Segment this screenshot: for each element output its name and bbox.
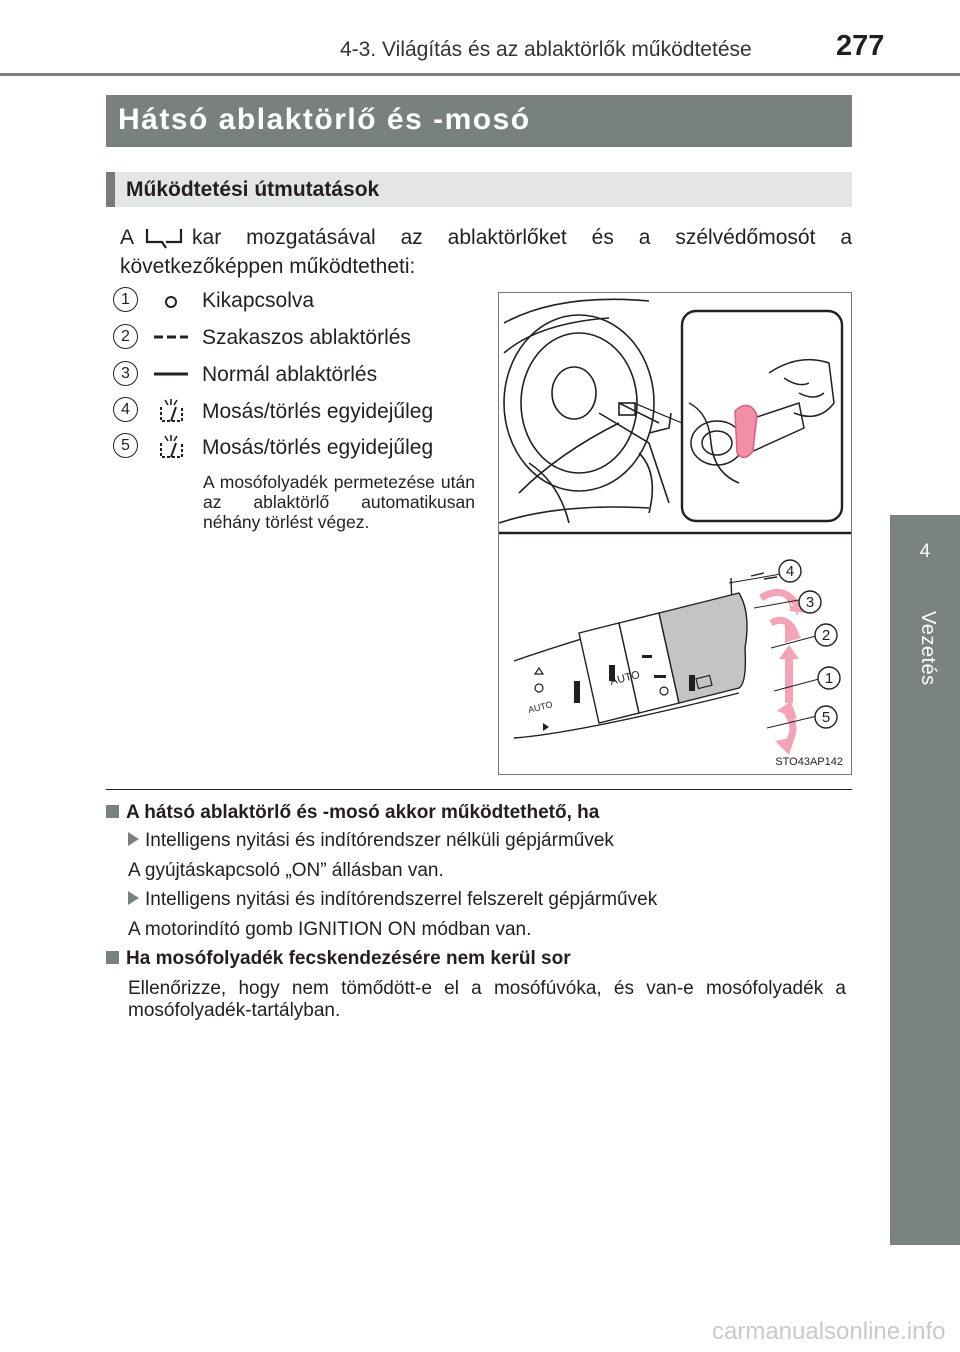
page-number: 277 (836, 30, 885, 62)
figure-drawing (499, 293, 851, 774)
page-title-bar (106, 95, 852, 147)
figure-auto-label-left: AUTO (527, 699, 554, 715)
section-text-2: Ellenőrizze, hogy nem tömődött-e el a mosófúvóka, és van-e mosófolyadék a mosófolyadék-tartályban. (128, 978, 846, 1021)
intro-paragraph (120, 223, 852, 281)
solid-line-icon (153, 367, 189, 381)
item-label-3: Normál ablaktörlés (202, 363, 378, 386)
intro-before: A (120, 226, 135, 249)
figure-callout-4: 4 (785, 563, 795, 580)
figure-callout-5: 5 (821, 709, 831, 726)
figure-code: STO43AP142 (775, 756, 843, 768)
wiper-lever-icon (144, 226, 184, 250)
bullet-item-1: Intelligens nyitási és indítórendszer nélküli gépjárművek (128, 830, 614, 852)
subsection-stripe (106, 172, 115, 207)
bullet-text-1: A gyújtáskapcsoló „ON” állásban van. (128, 860, 444, 881)
square-bullet-icon (106, 805, 119, 818)
header-section-title: 4-3. Világítás és az ablaktörlők működtetése (340, 38, 752, 61)
watermark: carmanualsonline.info (712, 1318, 946, 1345)
square-bullet-icon (106, 951, 119, 964)
wiper-lever-figure (498, 292, 852, 775)
item-number-3: 3 (113, 361, 138, 386)
item-number-1: 1 (113, 287, 138, 312)
triangle-bullet-icon (128, 891, 139, 905)
figure-callout-2: 2 (821, 627, 831, 644)
item-label-1: Kikapcsolva (202, 289, 315, 312)
dashed-line-icon (153, 330, 189, 344)
rear-washer-icon (156, 433, 186, 459)
item-label-5: Mosás/törlés egyidejűleg (202, 436, 434, 459)
subsection-title: Működtetési útmutatások (126, 178, 380, 201)
section-heading-2: Ha mosófolyadék fecskendezésére nem kerül sor (106, 948, 571, 970)
item-number-5: 5 (113, 433, 138, 458)
circle-icon (162, 293, 180, 311)
figure-auto-label: AUTO (608, 668, 642, 688)
wash-note: A mosófolyadék permetezése után az ablaktörlő automatikusan néhány törlést végez. (203, 472, 475, 532)
header-rule (0, 73, 960, 76)
rear-washer-icon (156, 397, 186, 423)
chapter-label: Vezetés (917, 611, 939, 686)
figure-callout-1: 1 (824, 670, 834, 687)
chapter-tab[interactable] (890, 515, 960, 1245)
page-title: Hátsó ablaktörlő és -mosó (118, 103, 531, 136)
subsection-bar (106, 172, 852, 207)
item-label-2: Szakaszos ablaktörlés (202, 326, 411, 349)
section-separator (106, 789, 852, 790)
chapter-number: 4 (919, 541, 931, 562)
bullet-item-2: Intelligens nyitási és indítórendszerrel felszerelt gépjárművek (128, 889, 657, 911)
item-label-4: Mosás/törlés egyidejűleg (202, 400, 434, 423)
section-heading-1: A hátsó ablaktörlő és -mosó akkor működtethető, ha (106, 802, 599, 824)
item-number-4: 4 (113, 397, 138, 422)
figure-callout-3: 3 (805, 594, 815, 611)
intro-after: kar mozgatásával az ablaktörlőket és a szélvédőmosót a következőképpen működtetheti: (120, 226, 852, 278)
triangle-bullet-icon (128, 832, 139, 846)
item-number-2: 2 (113, 324, 138, 349)
bullet-text-2: A motorindító gomb IGNITION ON módban van. (128, 919, 532, 940)
